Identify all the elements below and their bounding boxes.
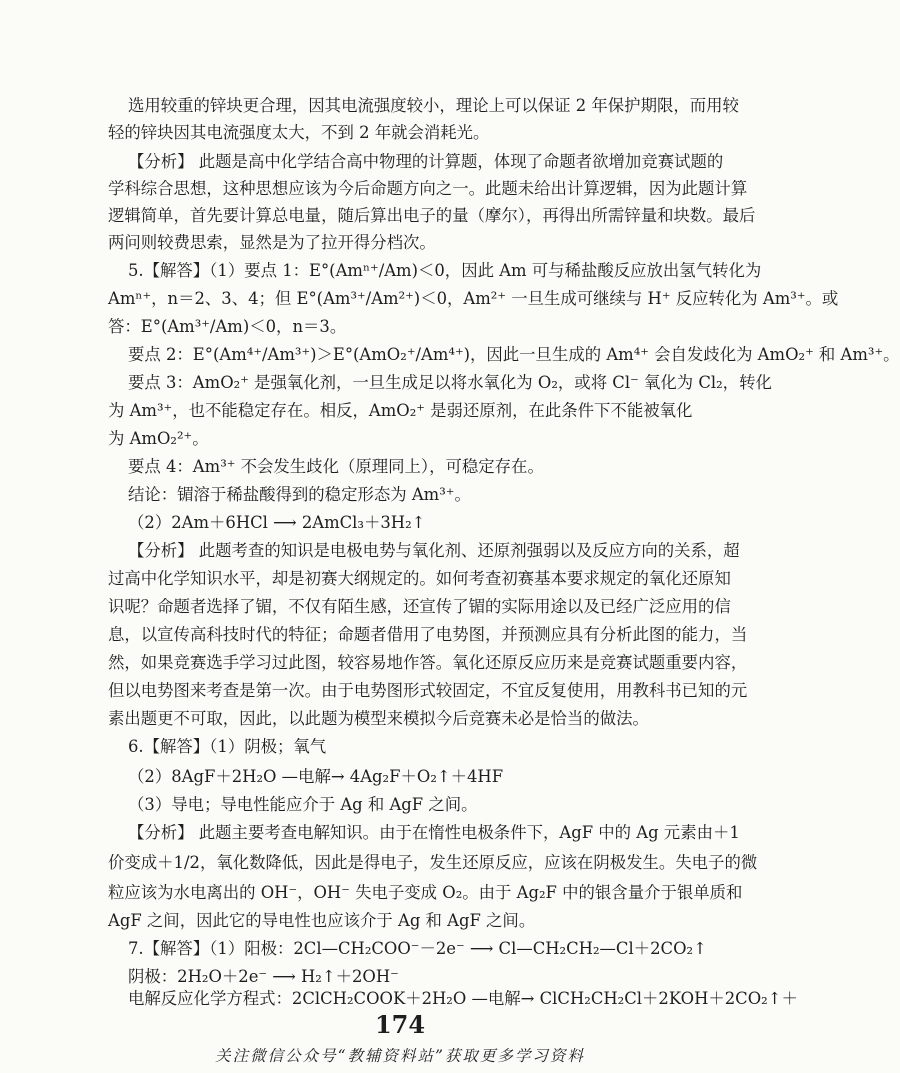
text-line: 为 Am³⁺，也不能稳定存在。相反，AmO₂⁺ 是弱还原剂，在此条件下不能被氧化	[108, 401, 693, 420]
text-line: 识呢？命题者选择了镅，不仅有陌生感，还宣传了镅的实际用途以及已经广泛应用的信	[108, 597, 731, 616]
text-line: 选用较重的锌块更合理，因其电流强度较小，理论上可以保证 2 年保护期限，而用较	[128, 96, 739, 115]
analysis-line: 【分析】 此题考查的知识是电极电势与氧化剂、还原剂强弱以及反应方向的关系，超	[128, 541, 740, 560]
footer-note: 关注微信公众号“教辅资料站”获取更多学习资料	[215, 1047, 585, 1065]
text-line: Amⁿ⁺，n＝2、3、4；但 E°(Am³⁺/Am²⁺)＜0，Am²⁺ 一旦生成可继续与 H⁺ 反应转化为 Am³⁺。或	[108, 289, 839, 308]
text-line: 为 AmO₂²⁺。	[108, 429, 209, 448]
equation-line: （2）8AgF＋2H₂O —电解→ 4Ag₂F＋O₂↑＋4HF	[128, 767, 504, 786]
page-number: 174	[374, 1010, 426, 1039]
text-line: 但以电势图来考查是第一次。由于电势图形式较固定，不宜反复使用，用教科书已知的元	[108, 681, 748, 700]
text-line: AgF 之间，因此它的导电性也应该介于 Ag 和 AgF 之间。	[108, 911, 536, 930]
text-line: 过高中化学知识水平，却是初赛大纲规定的。如何考查初赛基本要求规定的氧化还原知	[108, 569, 731, 588]
answer-line: 7.【解答】（1）阳极：2Cl—CH₂COO⁻－2e⁻ ⟶ Cl—CH₂CH₂—Cl＋2CO₂↑	[128, 939, 707, 958]
equation-line: 电解反应化学方程式：2ClCH₂COOK＋2H₂O —电解→ ClCH₂CH₂Cl＋2KOH＋2CO₂↑＋	[128, 989, 798, 1008]
answer-line: 5.【解答】（1）要点 1：E°(Amⁿ⁺/Am)＜0，因此 Am 可与稀盐酸反应放出氢气转化为	[128, 261, 762, 280]
text-line: 粒应该为水电离出的 OH⁻，OH⁻ 失电子变成 O₂。由于 Ag₂F 中的银含量介于银单质和	[108, 883, 743, 902]
text-line: 两问则较费思索，显然是为了拉开得分档次。	[108, 233, 436, 252]
text-line: 逻辑简单，首先要计算总电量，随后算出电子的量（摩尔），再得出所需锌量和块数。最后	[108, 206, 756, 225]
text-line: 然，如果竞赛选手学习过此图，较容易地作答。氧化还原反应历来是竞赛试题重要内容，	[108, 653, 748, 672]
text-line: 答：E°(Am³⁺/Am)＜0，n＝3。	[108, 317, 347, 336]
text-line: 素出题更不可取，因此，以此题为模型来模拟今后竞赛未必是恰当的做法。	[108, 709, 649, 728]
text-line: 要点 3：AmO₂⁺ 是强氧化剂，一旦生成足以将水氧化为 O₂，或将 Cl⁻ 氧化为 Cl₂，转化	[128, 373, 772, 392]
text-line: 学科综合思想，这种思想应该为今后命题方向之一。此题未给出计算逻辑，因为此题计算	[108, 179, 748, 198]
text-line: 结论：镅溶于稀盐酸得到的稳定形态为 Am³⁺。	[128, 485, 471, 504]
answer-line: 6.【解答】（1）阴极；氧气	[128, 737, 327, 756]
analysis-line: 【分析】 此题是高中化学结合高中物理的计算题，体现了命题者欲增加竞赛试题的	[128, 152, 724, 171]
equation-line: 阴极：2H₂O＋2e⁻ ⟶ H₂↑＋2OH⁻	[128, 967, 399, 986]
text-line: 价变成＋1/2，氧化数降低，因此是得电子，发生还原反应，应该在阴极发生。失电子的微	[108, 853, 758, 872]
analysis-line: 【分析】 此题主要考查电解知识。由于在惰性电极条件下，AgF 中的 Ag 元素由＋1	[128, 823, 740, 842]
text-line: 息，以宣传高科技时代的特征；命题者借用了电势图，并预测应具有分析此图的能力，当	[108, 625, 748, 644]
text-line: （3）导电；导电性能应介于 Ag 和 AgF 之间。	[128, 795, 478, 814]
text-line: 要点 2：E°(Am⁴⁺/Am³⁺)＞E°(AmO₂⁺/Am⁴⁺)，因此一旦生成的 Am⁴⁺ 会自发歧化为 AmO₂⁺ 和 Am³⁺。	[128, 345, 900, 364]
text-line: 要点 4：Am³⁺ 不会发生歧化（原理同上），可稳定存在。	[128, 457, 544, 476]
text-line: 轻的锌块因其电流强度太大，不到 2 年就会消耗光。	[108, 123, 490, 142]
equation-line: （2）2Am＋6HCl ⟶ 2AmCl₃＋3H₂↑	[128, 513, 426, 532]
